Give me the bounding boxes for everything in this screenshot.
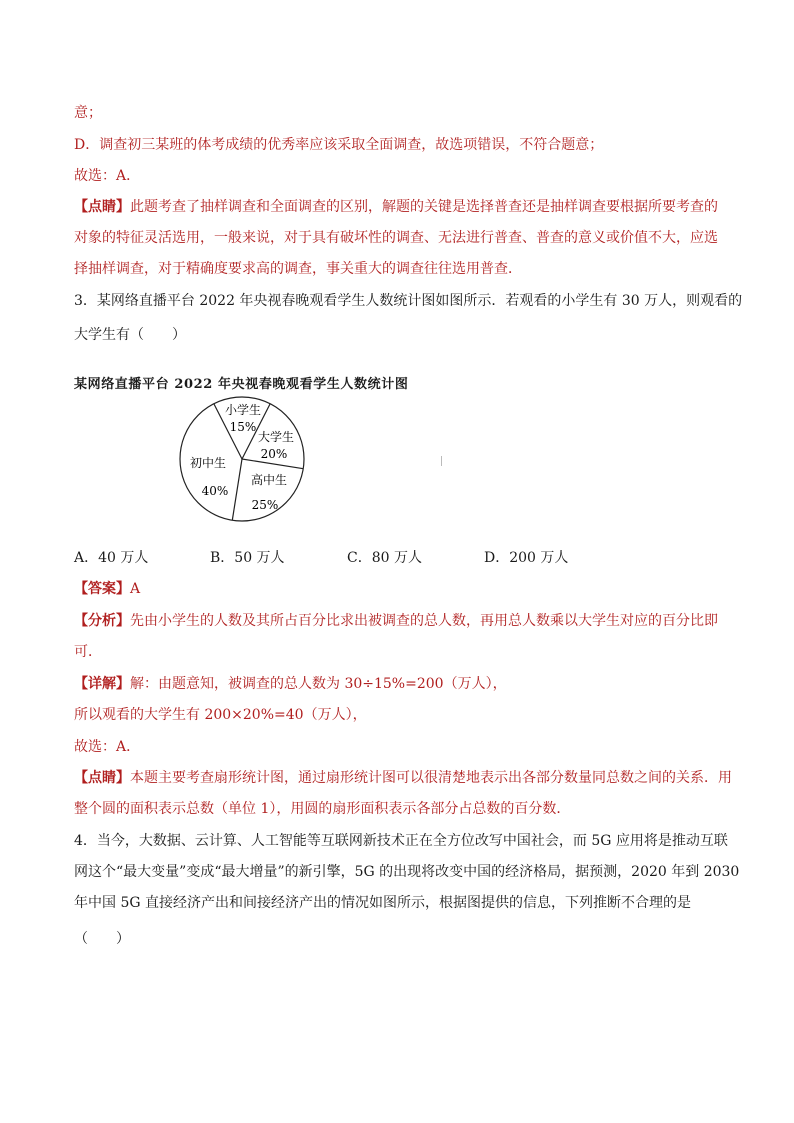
line-3: 故选：A． bbox=[74, 168, 141, 184]
line-2: D．调查初三某班的体考成绩的优秀率应该采取全面调查，故选项错误，不符合题意； bbox=[74, 137, 604, 153]
line-4-text: 此题考查了抽样调查和全面调查的区别，解题的关键是选择普查还是抽样调查要根据所要考查的 bbox=[130, 199, 718, 215]
option-d: D．200 万人 bbox=[484, 550, 569, 566]
stray-mark bbox=[441, 456, 442, 466]
slice-label-university: 大学生 bbox=[257, 430, 295, 444]
answer-line bbox=[74, 580, 140, 598]
slice-pct-university: 20% bbox=[260, 447, 288, 461]
comment-line-1 bbox=[74, 769, 732, 787]
option-b: B．50 万人 bbox=[210, 550, 285, 566]
question-3-line-1: 3．某网络直播平台 2022 年央视春晚观看学生人数统计图如图所示．若观看的小学生有 30 万人，则观看的 bbox=[74, 293, 743, 309]
question-4-line-1: 4．当今，大数据、云计算、人工智能等互联网新技术正在全方位改写中国社会，而 5G 应用将是推动互联 bbox=[74, 833, 728, 849]
line-6: 择抽样调查，对于精确度要求高的调查，事关重大的调查往往选用普查． bbox=[74, 261, 522, 277]
pie-chart bbox=[170, 395, 330, 535]
tag-answer: 【答案】 bbox=[74, 581, 130, 597]
option-c: C．80 万人 bbox=[347, 550, 422, 566]
analysis-text-1: 先由小学生的人数及其所占百分比求出被调查的总人数，再用总人数乘以大学生对应的百分比即 bbox=[130, 613, 718, 629]
slice-label-junior: 初中生 bbox=[189, 456, 227, 470]
answer-value: A bbox=[130, 581, 141, 597]
option-a: A．40 万人 bbox=[74, 550, 149, 566]
comment-line-2: 整个圆的面积表示总数（单位 1），用圆的扇形面积表示各部分占总数的百分数． bbox=[74, 801, 571, 817]
tag-comment-2: 【点睛】 bbox=[74, 770, 130, 786]
comment-text-1: 本题主要考查扇形统计图，通过扇形统计图可以很清楚地表示出各部分数量同总数之间的关系．用 bbox=[130, 770, 732, 786]
question-4-line-2: 网这个“最大变量”变成“最大增量”的新引擎，5G 的出现将改变中国的经济格局，据预测，2020 年到 2030 bbox=[74, 864, 740, 880]
tag-analysis: 【分析】 bbox=[74, 613, 130, 629]
detail-line-2: 所以观看的大学生有 200×20%=40（万人）， bbox=[74, 707, 367, 723]
slice-label-senior: 高中生 bbox=[250, 473, 288, 487]
line-1: 意； bbox=[74, 105, 102, 121]
detail-line-3: 故选：A． bbox=[74, 739, 141, 755]
question-4-line-3: 年中国 5G 直接经济产出和间接经济产出的情况如图所示，根据图提供的信息，下列推断不合理的是 bbox=[74, 895, 691, 911]
slice-label-primary: 小学生 bbox=[224, 403, 262, 417]
line-5: 对象的特征灵活选用，一般来说，对于具有破坏性的调查、无法进行普查、普查的意义或价值不大，应选 bbox=[74, 230, 718, 246]
slice-pct-junior: 40% bbox=[201, 484, 229, 498]
question-3-line-2: 大学生有（ ） bbox=[74, 327, 186, 343]
question-4-line-4: （ ） bbox=[74, 931, 130, 947]
analysis-line-1 bbox=[74, 612, 718, 630]
analysis-line-2: 可． bbox=[74, 644, 102, 660]
tag-comment: 【点睛】 bbox=[74, 199, 130, 215]
tag-detail: 【详解】 bbox=[74, 676, 130, 692]
slice-pct-primary: 15% bbox=[229, 420, 257, 434]
chart-title: 某网络直播平台 2022 年央视春晚观看学生人数统计图 bbox=[74, 377, 409, 392]
detail-line-1 bbox=[74, 675, 507, 693]
detail-text-1: 解：由题意知，被调查的总人数为 30÷15%=200（万人）， bbox=[130, 676, 507, 692]
line-4 bbox=[74, 198, 718, 216]
slice-pct-senior: 25% bbox=[251, 498, 279, 512]
